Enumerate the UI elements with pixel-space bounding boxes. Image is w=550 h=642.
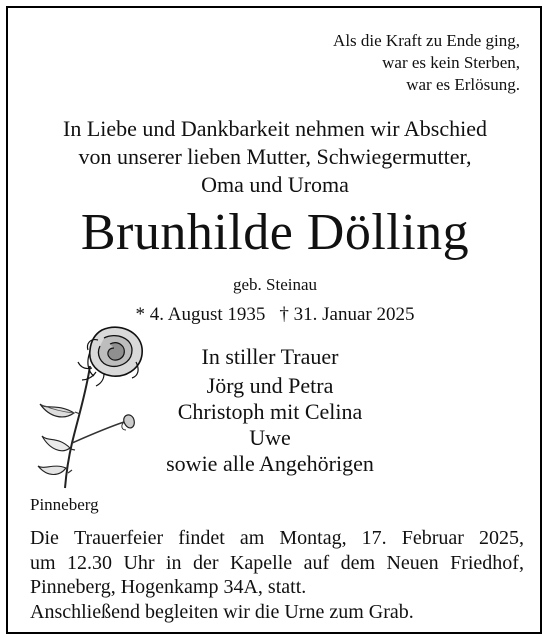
word: der (192, 551, 219, 574)
intro-line: In Liebe und Dankbarkeit nehmen wir Abschied (63, 116, 487, 141)
word: auf (303, 551, 330, 574)
rose-illustration-icon (28, 318, 146, 490)
deceased-name: Brunhilde Dölling (80, 204, 470, 261)
mourner-name: Jörg und Petra (206, 373, 334, 398)
motto-line: war es kein Sterben, (382, 53, 520, 72)
mourner-name: sowie alle Angehörigen (166, 451, 374, 476)
intro-line: von unserer lieben Mutter, Schwiegermutter, (78, 144, 472, 169)
farewell-intro (0, 115, 550, 199)
word: Friedhof, (450, 551, 524, 574)
word: Trauerfeier (73, 527, 164, 549)
word: Februar (401, 527, 464, 549)
word: Die (30, 527, 59, 549)
mourner-name: Uwe (249, 425, 291, 450)
word: Neuen (386, 551, 439, 574)
place-name: Pinneberg (30, 495, 99, 514)
word: findet (178, 527, 225, 549)
word: Montag, (279, 527, 347, 549)
word: 17. (361, 527, 387, 549)
word: 2025, (478, 527, 524, 549)
word: am (239, 527, 265, 549)
mourning-lead: In stiller Trauer (201, 344, 339, 369)
funeral-details (30, 526, 524, 624)
death-date: † 31. Januar 2025 (279, 304, 415, 325)
mourner-name: Christoph mit Celina (177, 399, 363, 424)
mourners-block (130, 344, 410, 477)
motto-verse (333, 30, 520, 96)
birth-name: geb. Steinau (232, 275, 318, 294)
intro-line: Oma und Uroma (201, 172, 349, 197)
motto-line: Als die Kraft zu Ende ging, (333, 31, 520, 50)
birth-date: * 4. August 1935 (135, 304, 266, 325)
funeral-line-1 (30, 526, 524, 551)
funeral-line-2 (30, 551, 524, 576)
funeral-line-4: Anschließend begleiten wir die Urne zum Grab. (30, 600, 414, 623)
word: in (165, 551, 182, 574)
funeral-line-3: Pinneberg, Hogenkamp 34A, statt. (30, 576, 307, 598)
word: Kapelle (229, 551, 293, 574)
motto-line: war es Erlösung. (406, 75, 520, 94)
word: Uhr (123, 551, 155, 574)
word: 12.30 (67, 551, 112, 574)
word: dem (340, 551, 376, 574)
word: um (30, 551, 56, 574)
